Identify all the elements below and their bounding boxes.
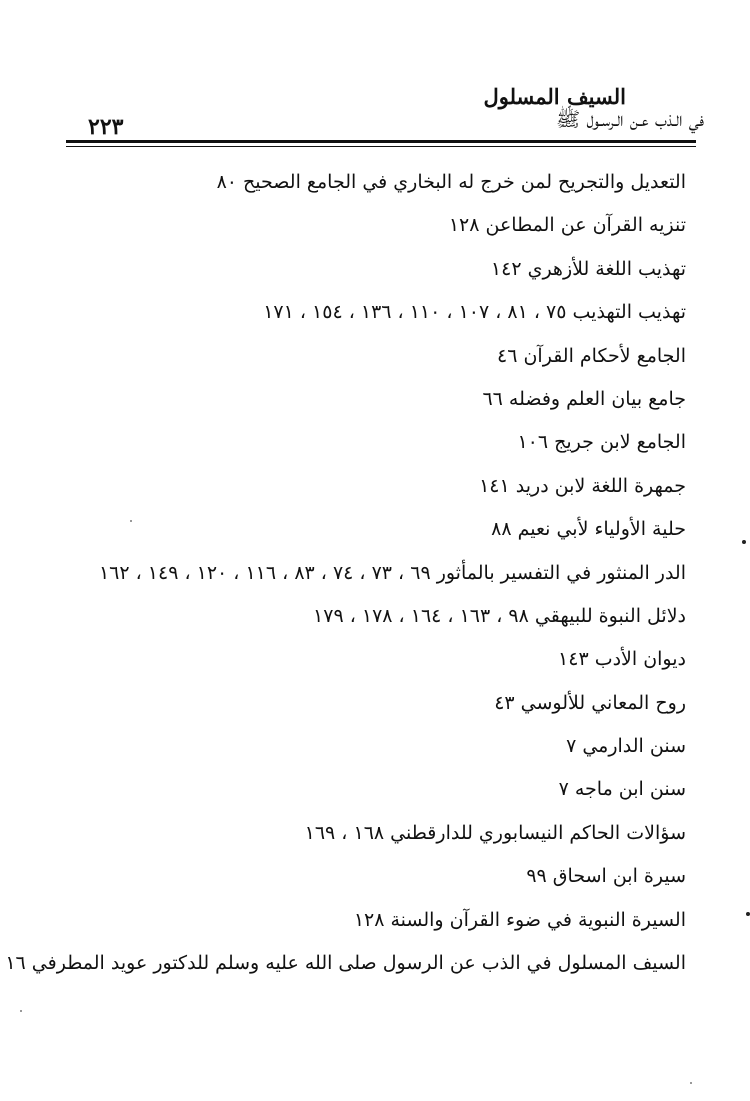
index-entry-text: سؤالات الحاكم النيسابوري للدارقطني ١٦٨ ، ١٦٩ — [304, 821, 686, 844]
index-entry — [66, 511, 686, 554]
index-entry-text: التعديل والتجريح لمن خرج له البخاري في الجامع الصحيح ٨٠ — [216, 171, 686, 193]
index-entry-text: سنن ابن ماجه ٧ — [558, 778, 686, 801]
index-entry-text: حلية الأولياء لأبي نعيم ٨٨ — [491, 518, 686, 541]
index-entry — [66, 902, 686, 945]
index-entry — [66, 468, 686, 511]
index-entry — [66, 164, 686, 207]
index-entry — [66, 685, 686, 728]
index-entry-text: السيرة النبوية في ضوء القرآن والسنة ١٢٨ — [353, 908, 686, 931]
header-rule-thick — [66, 140, 696, 143]
index-entry — [66, 207, 686, 250]
index-entry-text: سيرة ابن اسحاق ٩٩ — [526, 865, 686, 888]
index-entry — [66, 555, 686, 598]
index-entry — [66, 424, 686, 467]
index-entry — [66, 381, 686, 424]
index-entry-text: تهذيب التهذيب ٧٥ ، ٨١ ، ١٠٧ ، ١١٠ ، ١٣٦ ، ١٥٤ ، ١٧١ — [263, 301, 686, 324]
index-entry-text: دلائل النبوة للبيهقي ٩٨ ، ١٦٣ ، ١٦٤ ، ١٧٨ ، ١٧٩ — [313, 604, 686, 627]
references-index-list — [5, 164, 686, 988]
page-number: ٢٢٣ — [88, 114, 124, 140]
index-entry-text: السيف المسلول في الذب عن الرسول صلى الله عليه وسلم للدكتور عويد المطرفي ١٦ — [5, 952, 686, 975]
index-entry-text: الجامع لأحكام القرآن ٤٦ — [497, 344, 686, 367]
index-entry — [66, 641, 686, 684]
index-entry — [66, 728, 686, 771]
running-title-line2: في الـذب عـن الـرسـول ﷺ — [556, 107, 704, 131]
running-title-line1: السيف المسلول — [483, 84, 626, 109]
running-title — [404, 86, 704, 129]
index-entry-text: جمهرة اللغة لابن دريد ١٤١ — [479, 474, 686, 497]
index-entry-text: تنزيه القرآن عن المطاعن ١٢٨ — [448, 214, 686, 237]
scan-margin-mark — [746, 912, 750, 916]
index-entry-text: سنن الدارمي ٧ — [566, 735, 686, 758]
index-entry — [66, 338, 686, 381]
index-entry — [66, 598, 686, 641]
index-entry-text: روح المعاني للألوسي ٤٣ — [494, 691, 686, 714]
scan-speck — [690, 1082, 692, 1084]
index-entry — [66, 251, 686, 294]
scan-speck — [130, 520, 132, 522]
scan-speck — [20, 1010, 22, 1012]
index-entry-text: ديوان الأدب ١٤٣ — [558, 648, 686, 671]
index-entry-text: تهذيب اللغة للأزهري ١٤٢ — [490, 257, 686, 280]
index-entry — [66, 815, 686, 858]
index-entry-text: جامع بيان العلم وفضله ٦٦ — [482, 387, 686, 410]
header-rule-thin — [66, 146, 696, 147]
index-entry — [5, 945, 686, 988]
index-entry-text: الجامع لابن جريج ١٠٦ — [517, 431, 686, 454]
index-entry — [66, 294, 686, 337]
index-entry — [66, 771, 686, 814]
scan-margin-mark — [742, 540, 746, 544]
index-entry-text: الدر المنثور في التفسير بالمأثور ٦٩ ، ٧٣ ، ٧٤ ، ٨٣ ، ١١٦ ، ١٢٠ ، ١٤٩ ، ١٦٢ — [98, 561, 686, 584]
index-entry — [66, 858, 686, 901]
